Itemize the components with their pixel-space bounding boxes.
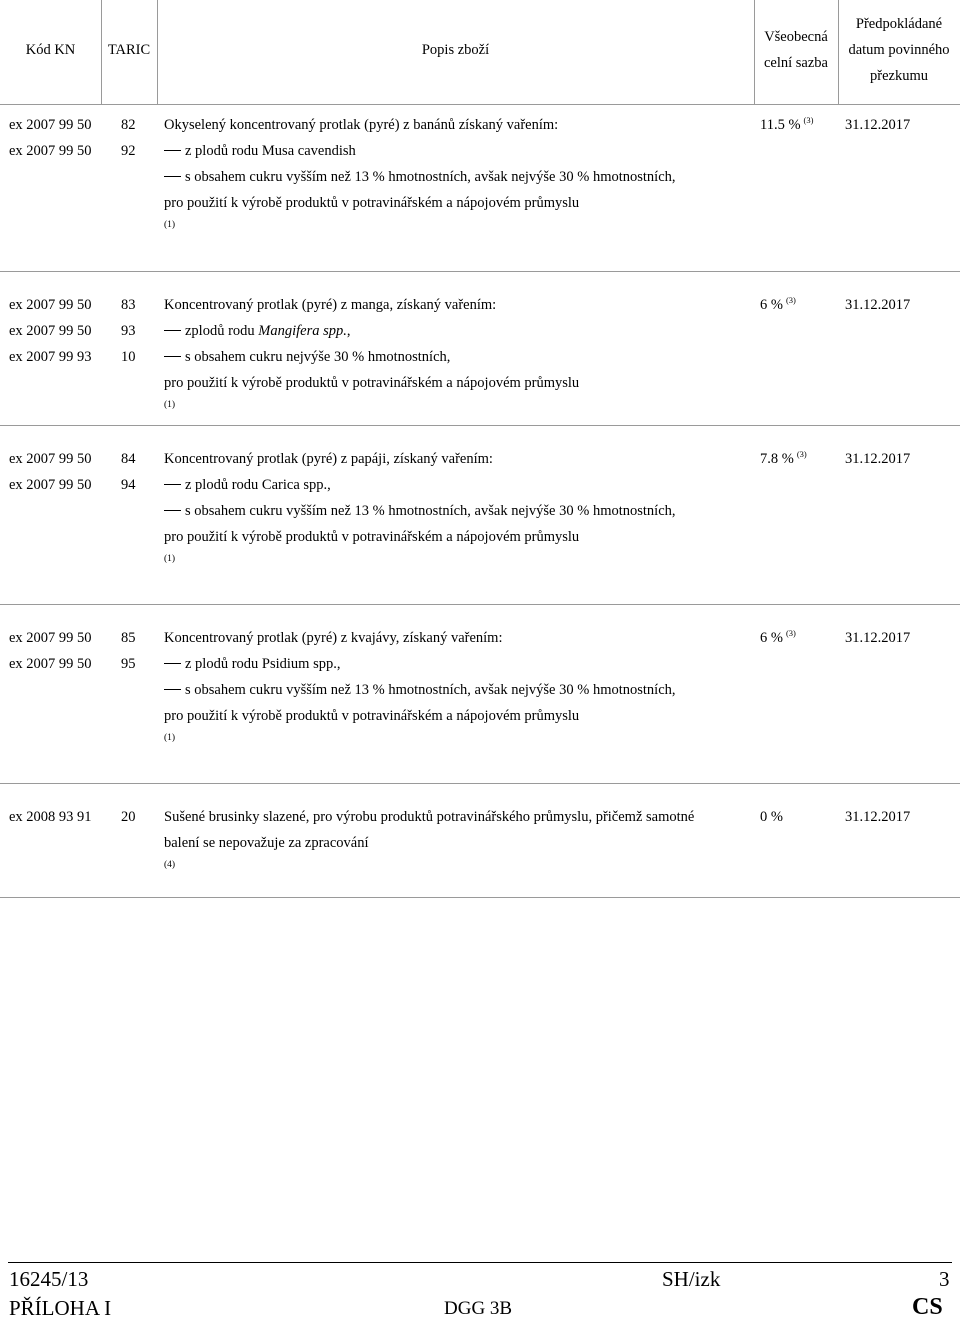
row-divider bbox=[0, 897, 960, 898]
dash-mark bbox=[164, 484, 181, 485]
duty-rate-note: (3) bbox=[785, 628, 796, 638]
description-line: Sušené brusinky slazené, pro výrobu produktů potravinářského průmyslu, přičemž samotné bbox=[164, 809, 695, 825]
header-sazba bbox=[754, 24, 838, 76]
dash-mark bbox=[164, 510, 181, 511]
footnote-ref: (1) bbox=[164, 733, 176, 743]
dash-mark bbox=[164, 663, 181, 664]
taric-code: 85 bbox=[121, 630, 136, 646]
description-text: z plodů rodu Musa cavendish bbox=[185, 143, 356, 159]
review-date: 31.12.2017 bbox=[845, 809, 911, 825]
dash-mark bbox=[164, 689, 181, 690]
description-line: pro použití k výrobě produktů v potravinářském a nápojovém průmyslu bbox=[164, 375, 580, 391]
description-line: pro použití k výrobě produktů v potravinářském a nápojovém průmyslu bbox=[164, 708, 580, 724]
header-prezkum-line3: přezkumu bbox=[870, 68, 928, 84]
header-bottom-rule bbox=[0, 104, 960, 105]
taric-code: 84 bbox=[121, 451, 136, 467]
taric-code: 94 bbox=[121, 477, 136, 493]
description-text: , bbox=[346, 323, 351, 339]
header-prezkum-line1: Předpokládané bbox=[855, 16, 943, 32]
description-text: s obsahem cukru vyšším než 13 % hmotnostních, avšak nejvýše 30 % hmotnostních, bbox=[185, 682, 676, 698]
description-line: Koncentrovaný protlak (pyré) z kvajávy, získaný vařením: bbox=[164, 630, 503, 646]
description-line: Koncentrovaný protlak (pyré) z papáji, získaný vařením: bbox=[164, 451, 493, 467]
description-line bbox=[164, 477, 331, 494]
row-divider bbox=[0, 604, 960, 605]
footnote-ref: (4) bbox=[164, 860, 176, 870]
cn-code: ex 2007 99 50 bbox=[9, 477, 92, 493]
review-date: 31.12.2017 bbox=[845, 297, 911, 313]
language-code: CS bbox=[912, 1294, 943, 1320]
duty-rate-note: (3) bbox=[803, 115, 814, 125]
duty-rate bbox=[760, 451, 807, 468]
description-line: pro použití k výrobě produktů v potravinářském a nápojovém průmyslu bbox=[164, 529, 580, 545]
description-text: s obsahem cukru vyšším než 13 % hmotnostních, avšak nejvýše 30 % hmotnostních, bbox=[185, 169, 676, 185]
description-text: s obsahem cukru nejvýše 30 % hmotnostních, bbox=[185, 349, 451, 365]
taric-code: 93 bbox=[121, 323, 136, 339]
dash-mark bbox=[164, 356, 181, 357]
description-line bbox=[164, 503, 676, 520]
header-sazba-line2: celní sazba bbox=[763, 55, 828, 71]
duty-rate bbox=[760, 809, 783, 826]
description-line: Koncentrovaný protlak (pyré) z manga, získaný vařením: bbox=[164, 297, 497, 313]
description-line bbox=[164, 349, 450, 366]
duty-rate-value: 6 % bbox=[760, 297, 783, 313]
duty-rate bbox=[760, 117, 813, 134]
duty-rate bbox=[760, 630, 796, 647]
description-text: zplodů rodu bbox=[185, 323, 259, 339]
description-line: Okyselený koncentrovaný protlak (pyré) z banánů získaný vařením: bbox=[164, 117, 559, 133]
doc-number: 16245/13 bbox=[9, 1267, 89, 1291]
description-line bbox=[164, 656, 340, 673]
duty-rate-note: (3) bbox=[785, 295, 796, 305]
cn-code: ex 2007 99 50 bbox=[9, 451, 92, 467]
taric-code: 82 bbox=[121, 117, 136, 133]
description-text: s obsahem cukru vyšším než 13 % hmotnostních, avšak nejvýše 30 % hmotnostních, bbox=[185, 503, 676, 519]
footnote-ref: (1) bbox=[164, 554, 176, 564]
footnote-ref: (1) bbox=[164, 220, 176, 230]
cn-code: ex 2007 99 50 bbox=[9, 143, 92, 159]
page-number: 3 bbox=[939, 1267, 950, 1291]
header-taric: TARIC bbox=[107, 42, 151, 58]
review-date: 31.12.2017 bbox=[845, 117, 911, 133]
description-line: balení se nepovažuje za zpracování bbox=[164, 835, 369, 851]
review-date: 31.12.2017 bbox=[845, 630, 911, 646]
header-prezkum bbox=[838, 11, 960, 89]
taric-code: 10 bbox=[121, 349, 136, 365]
taric-code: 95 bbox=[121, 656, 136, 672]
description-line bbox=[164, 143, 356, 160]
taric-code: 92 bbox=[121, 143, 136, 159]
review-date: 31.12.2017 bbox=[845, 451, 911, 467]
footnote-ref: (1) bbox=[164, 400, 176, 410]
taric-code: 20 bbox=[121, 809, 136, 825]
row-divider bbox=[0, 271, 960, 272]
dgg-label: DGG 3B bbox=[444, 1298, 513, 1319]
dash-mark bbox=[164, 150, 181, 151]
duty-rate-value: 6 % bbox=[760, 630, 783, 646]
description-line bbox=[164, 682, 676, 699]
annex-label: PŘÍLOHA I bbox=[9, 1296, 112, 1320]
duty-rate-note: (3) bbox=[796, 449, 807, 459]
species-name: Mangifera spp. bbox=[258, 323, 347, 339]
dash-mark bbox=[164, 330, 181, 331]
duty-rate-value: 11.5 % bbox=[760, 117, 801, 133]
dash-mark bbox=[164, 176, 181, 177]
cn-code: ex 2007 99 50 bbox=[9, 323, 92, 339]
initials: SH/izk bbox=[662, 1267, 721, 1291]
description-line bbox=[164, 169, 676, 186]
row-divider bbox=[0, 425, 960, 426]
header-popis: Popis zboží bbox=[421, 42, 490, 58]
cn-code: ex 2007 99 50 bbox=[9, 297, 92, 313]
footer-rule bbox=[8, 1262, 952, 1263]
duty-rate bbox=[760, 297, 796, 314]
taric-code: 83 bbox=[121, 297, 136, 313]
description-text: z plodů rodu Carica spp., bbox=[185, 477, 331, 493]
cn-code: ex 2007 99 50 bbox=[9, 117, 92, 133]
header-sazba-line1: Všeobecná bbox=[764, 29, 828, 45]
description-text: z plodů rodu Psidium spp., bbox=[185, 656, 341, 672]
cn-code: ex 2007 99 93 bbox=[9, 349, 92, 365]
cn-code: ex 2008 93 91 bbox=[9, 809, 92, 825]
row-divider bbox=[0, 783, 960, 784]
cn-code: ex 2007 99 50 bbox=[9, 630, 92, 646]
cn-code: ex 2007 99 50 bbox=[9, 656, 92, 672]
description-line bbox=[164, 323, 351, 340]
duty-rate-value: 7.8 % bbox=[760, 451, 794, 467]
header-prezkum-line2: datum povinného bbox=[848, 42, 950, 58]
description-line: pro použití k výrobě produktů v potravinářském a nápojovém průmyslu bbox=[164, 195, 580, 211]
duty-rate-value: 0 % bbox=[760, 809, 783, 825]
header-kod-kn: Kód KN bbox=[25, 42, 76, 58]
